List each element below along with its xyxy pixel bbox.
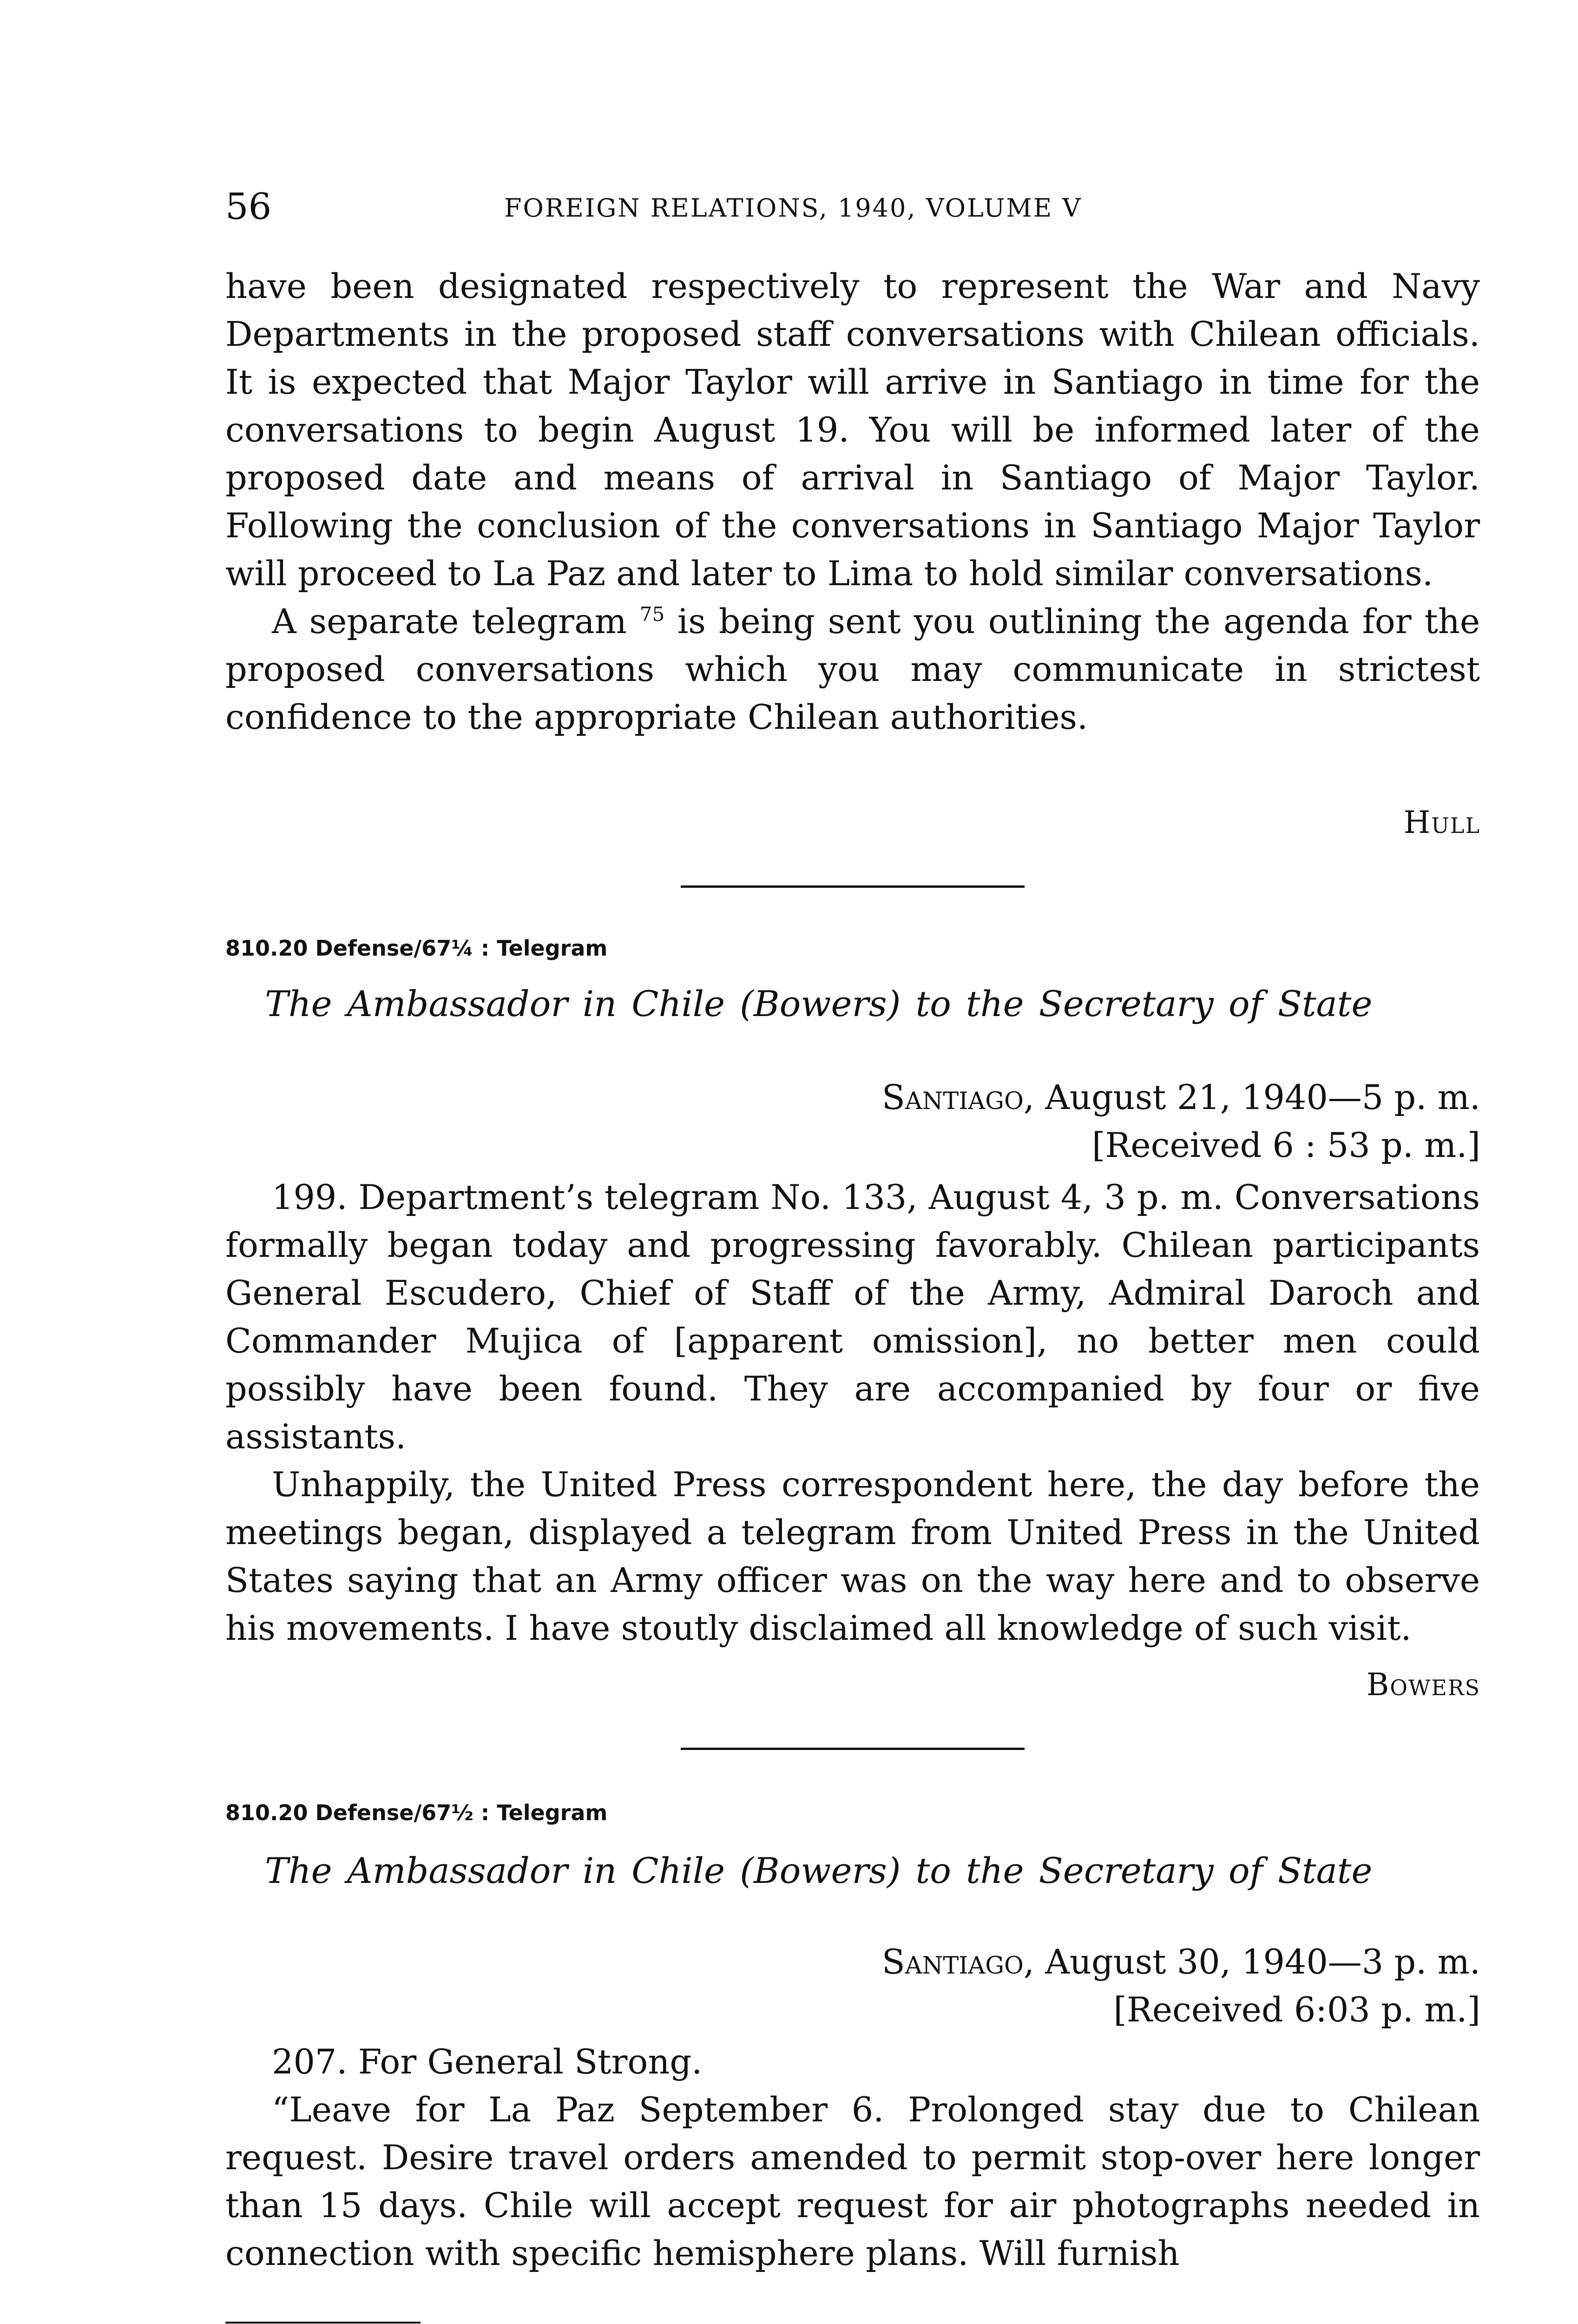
signature-hull: Hull	[1403, 805, 1480, 840]
dateline-2-place: Santiago,	[881, 1942, 1035, 1982]
running-head-title: FOREIGN RELATIONS, 1940, VOLUME V	[504, 193, 1082, 223]
footnote-rule	[225, 2322, 421, 2324]
signature-bowers: Bowers	[1366, 1667, 1480, 1703]
dateline-2-received: [Received 6:03 p. m.]	[1113, 1990, 1480, 2030]
document-1-paragraph-2: Unhappily, the United Press correspondent here, the day before the meetings began, displayed a telegram from United Press in the United States saying that an Army officer was on the way here and to observe his movements. I have stoutly disclaimed all knowledge of such visit.	[225, 1465, 1480, 1648]
opening-paragraph-2-lead: A separate telegram	[272, 602, 640, 641]
section-divider-1	[681, 885, 1025, 888]
dateline-2	[882, 1938, 1480, 2034]
running-head	[225, 184, 1480, 230]
document-2-paragraph-2: “Leave for La Paz September 6. Prolonged stay due to Chilean request. Desire travel orders amended to permit stop-over here longer than 15 days. Chile will accept request for air photographs needed in connection with specific hemisphere plans. Will furnish	[225, 2090, 1480, 2273]
dateline-1-received: [Received 6 : 53 p. m.]	[1091, 1126, 1480, 1165]
section-divider-2	[681, 1748, 1025, 1750]
footnote-reference-75: 75	[639, 603, 665, 626]
document-2-body	[225, 2038, 1480, 2278]
file-reference-2: 810.20 Defense/67½ : Telegram	[225, 1800, 608, 1825]
page-number: 56	[225, 186, 272, 228]
opening-paragraph-2-rest: is being sent you outlining the agenda for the proposed conversations which you may communicate in strictest confidence to the appropriate Chilean authorities.	[225, 602, 1480, 737]
opening-text	[225, 263, 1480, 741]
document-2-paragraph-1: 207. For General Strong.	[272, 2042, 703, 2082]
document-heading-2: The Ambassador in Chile (Bowers) to the Secretary of State	[265, 1850, 1373, 1891]
document-heading-1: The Ambassador in Chile (Bowers) to the Secretary of State	[265, 983, 1373, 1024]
document-1-paragraph-1: 199. Department’s telegram No. 133, August 4, 3 p. m. Conversations formally began today and progressing favorably. Chilean participants General Escudero, Chief of Staff of the Army, Admiral Daroch and Commander Mujica of [apparent omission], no better men could possibly have been found. They are accompanied by four or five assistants.	[225, 1178, 1480, 1457]
dateline-1-place: Santiago,	[881, 1078, 1035, 1117]
dateline-1-time: August 21, 1940—5 p. m.	[1034, 1078, 1480, 1117]
dateline-2-sent	[882, 1938, 1480, 1986]
opening-paragraph-2	[225, 598, 1480, 741]
document-1-body	[225, 1174, 1480, 1652]
dateline-2-time: August 30, 1940—3 p. m.	[1034, 1942, 1480, 1982]
opening-paragraph-1: have been designated respectively to represent the War and Navy Departments in the proposed staff conversations with Chilean officials. It is expected that Major Taylor will arrive in Santiago in time for the conversations to begin August 19. You will be informed later of the proposed date and means of arrival in Santiago of Major Taylor. Following the conclusion of the conversations in Santiago Major Taylor will proceed to La Paz and later to Lima to hold similar conversations.	[225, 267, 1480, 594]
file-reference-1: 810.20 Defense/67¼ : Telegram	[225, 936, 608, 961]
dateline-1	[882, 1074, 1480, 1169]
dateline-1-sent	[882, 1074, 1480, 1122]
